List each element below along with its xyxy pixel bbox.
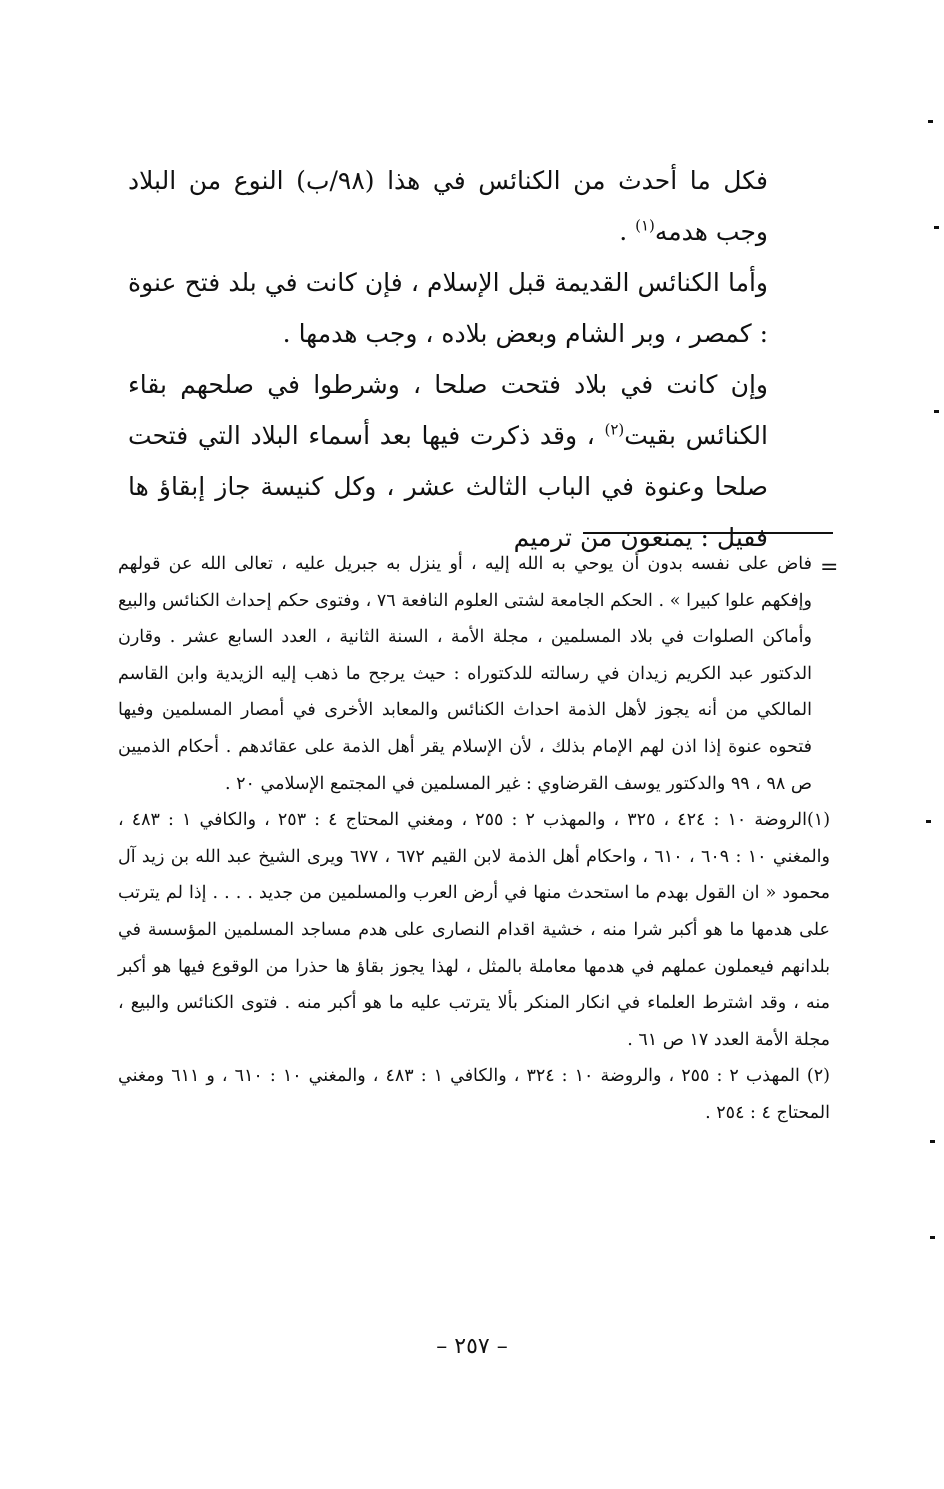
footnote-continuation: فاض على نفسه بدون أن يوحي به الله إليه ، أو ينزل به جبريل عليه ، تعالى الله عن قولهم وإفكهم علوا كبيرا » . الحكم الجامعة لشتى العلوم النافعة ٧٦ ، وفتوى حكم إحداث الكنائس والبيع وأماكن الصلوات في بلاد المسلمين ، مجلة الأمة ، السنة الثانية ، العدد السابع عشر . وقارن الدكتور عبد الكريم زيدان في رسالته للدكتوراه : حيث يرجح ما ذهب إليه الزيدية وابن القاسم المالكي من أنه يجوز لأهل الذمة احداث الكنائس والمعابد الأخرى في أمصار المسلمين وفيها فتحوه عنوة إذا اذن لهم الإمام بذلك ، لأن الإسلام يقر أهل الذمة على عقائدهم . أحكام الذميين ص ٩٨ ، ٩٩ والدكتور يوسف القرضاوي : غير المسلمين في المجتمع الإسلامي ٢٠ . <box>118 554 812 794</box>
footnote-ref-1: (١) <box>635 216 655 235</box>
scan-speck <box>928 120 933 123</box>
footnote-separator <box>583 532 833 534</box>
footnotes <box>118 546 830 1132</box>
footnote-continuation-mark: = <box>820 555 839 580</box>
scan-speck <box>926 820 931 823</box>
footnote-1: (١)الروضة ١٠ : ٤٢٤ ، ٣٢٥ ، والمهذب ٢ : ٢٥٥ ، ومغني المحتاج ٤ : ٢٥٣ ، والكافي ١ : ٤٨٣ ، والمغني ١٠ : ٦٠٩ ، ٦١٠ ، واحكام أهل الذمة لابن القيم ٦٧٢ ، ٦٧٧ ويرى الشيخ عبد الله بن زيد آل محمود « ان القول بهدم ما استحدث منها في أرض العرب والمسلمين من جديد . . . . إذا لم يترتب على هدمها ما هو أكبر شرا منه ، خشية اقدام النصارى على هدم مساجد المسلمين المؤسسة في بلدانهم فيعملون عملهم في هدمها معاملة بالمثل ، لهذا يجوز بقاؤ ها حذرا من الوقوع فيها هو أكبر منه ، وقد اشترط العلماء في انكار المنكر بألا يترتب عليه ما هو أكبر منه . فتوى الكنائس والبيع ، مجلة الأمة العدد ١٧ ص ٦١ . <box>118 810 831 1050</box>
main-paragraph-3: وإن كانت في بلاد فتحت صلحا ، وشرطوا في صلحهم بقاء الكنائس بقيت$^{(٢)}$ ، وقد ذكرت فيها بعد أسماء البلاد التي فتحت صلحا وعنوة في الباب الثالث عشر ، وكل كنيسة جاز إبقاؤ ها فقيل : يمنعون من ترميم <box>128 370 768 552</box>
page-number: – ٢٥٧ – <box>436 1334 508 1359</box>
footnote-2: (٢) المهذب ٢ : ٢٥٥ ، والروضة ١٠ : ٣٢٤ ، والكافي ١ : ٤٨٣ ، والمغني ١٠ : ٦١٠ ، و ٦١١ ومغني المحتاج ٤ : ٢٥٤ . <box>118 1066 830 1123</box>
scan-speck <box>934 410 939 413</box>
main-paragraph-1: فكل ما أحدث من الكنائس في هذا (٩٨/ب) النوع من البلاد وجب هدمه$^{(١)}$ . <box>128 166 768 246</box>
scan-speck <box>934 226 939 229</box>
main-paragraph-2: وأما الكنائس القديمة قبل الإسلام ، فإن كانت في بلد فتح عنوة : كمصر ، وبر الشام وبعض بلاده ، وجب هدمها . <box>128 268 768 348</box>
scan-speck <box>930 1140 935 1143</box>
main-text <box>128 155 768 563</box>
footnote-ref-2: (٢) <box>604 420 625 439</box>
scan-speck <box>930 1236 935 1239</box>
